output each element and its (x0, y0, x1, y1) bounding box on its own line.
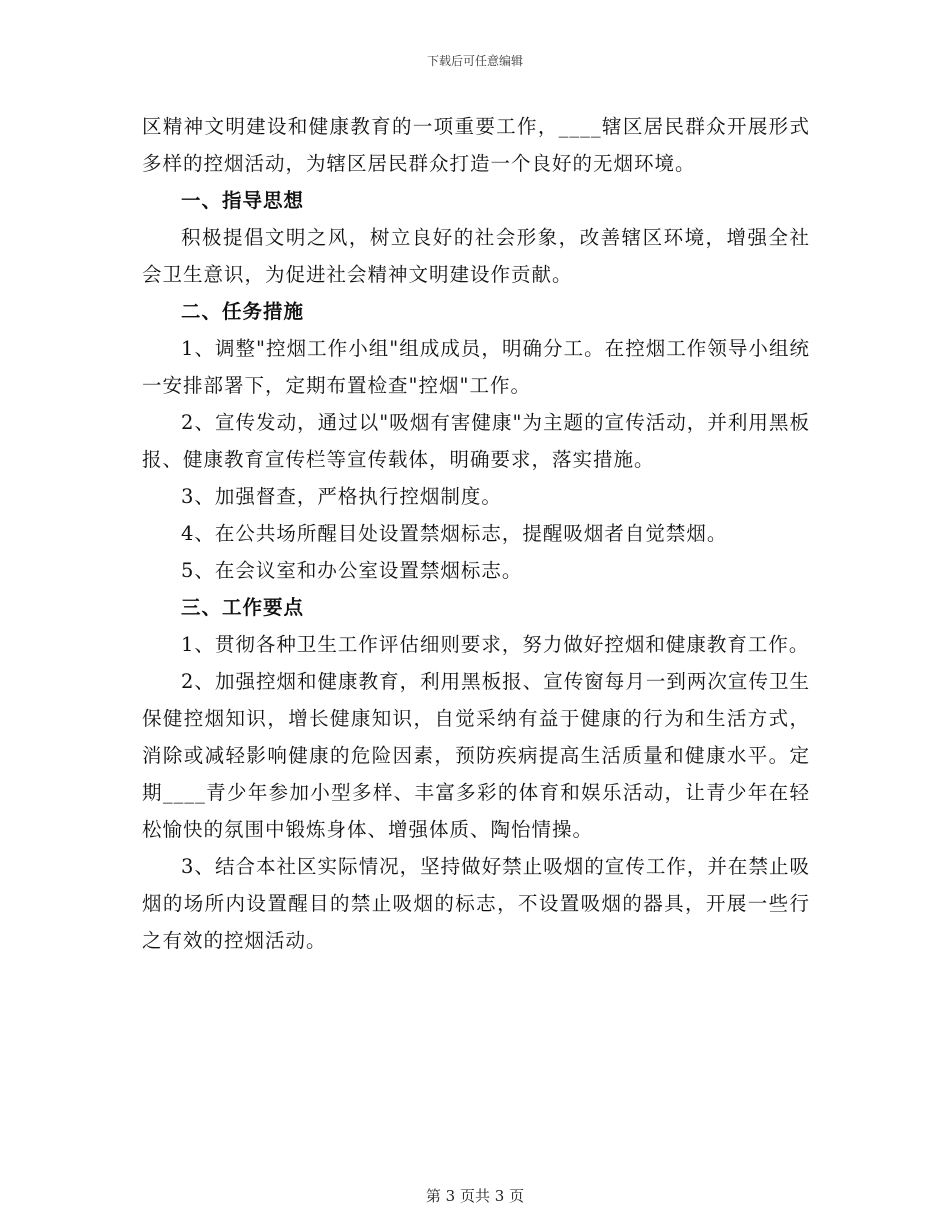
paragraph-point-3: 3、结合本社区实际情况，坚持做好禁止吸烟的宣传工作，并在禁止吸烟的场所内设置醒目的禁止吸烟的标志，不设置吸烟的器具，开展一些行之有效的控烟活动。 (142, 855, 810, 952)
document-body (142, 108, 810, 959)
paragraph-intro-continuation: 区精神文明建设和健康教育的一项重要工作，____辖区居民群众开展形式多样的控烟活动，为辖区居民群众打造一个良好的无烟环境。 (142, 115, 810, 175)
paragraph-measure-1: 1、调整"控烟工作小组"组成成员，明确分工。在控烟工作领导小组统一安排部署下，定期布置检查"控烟"工作。 (142, 337, 810, 397)
section-heading-task-measures: 二、任务措施 (181, 300, 305, 323)
paragraph-point-2: 2、加强控烟和健康教育，利用黑板报、宣传窗每月一到两次宣传卫生保健控烟知识，增长健康知识，自觉采纳有益于健康的行为和生活方式，消除或减轻影响健康的危险因素，预防疾病提高生活质量和健康水平。定期____青少年参加小型多样、丰富多彩的体育和娱乐活动，让青少年在轻松愉快的氛围中锻炼身体、增强体质、陶怡情操。 (142, 670, 810, 841)
page-header: 下载后可任意编辑 (426, 54, 523, 68)
section-heading-work-points: 三、工作要点 (181, 596, 305, 619)
paragraph-measure-3: 3、加强督查，严格执行控烟制度。 (181, 485, 502, 508)
page-number-footer: 第 3 页共 3 页 (425, 1187, 525, 1205)
section-heading-guiding-ideology: 一、指导思想 (181, 189, 305, 212)
paragraph-guiding-ideology: 积极提倡文明之风，树立良好的社会形象，改善辖区环境，增强全社会卫生意识，为促进社会精神文明建设作贡献。 (142, 226, 810, 286)
paragraph-measure-5: 5、在会议室和办公室设置禁烟标志。 (181, 559, 523, 582)
paragraph-measure-4: 4、在公共场所醒目处设置禁烟标志，提醒吸烟者自觉禁烟。 (181, 522, 728, 545)
paragraph-point-1: 1、贯彻各种卫生工作评估细则要求，努力做好控烟和健康教育工作。 (181, 633, 810, 656)
paragraph-measure-2: 2、宣传发动，通过以"吸烟有害健康"为主题的宣传活动，并利用黑板报、健康教育宣传栏等宣传载体，明确要求，落实措施。 (142, 411, 810, 471)
